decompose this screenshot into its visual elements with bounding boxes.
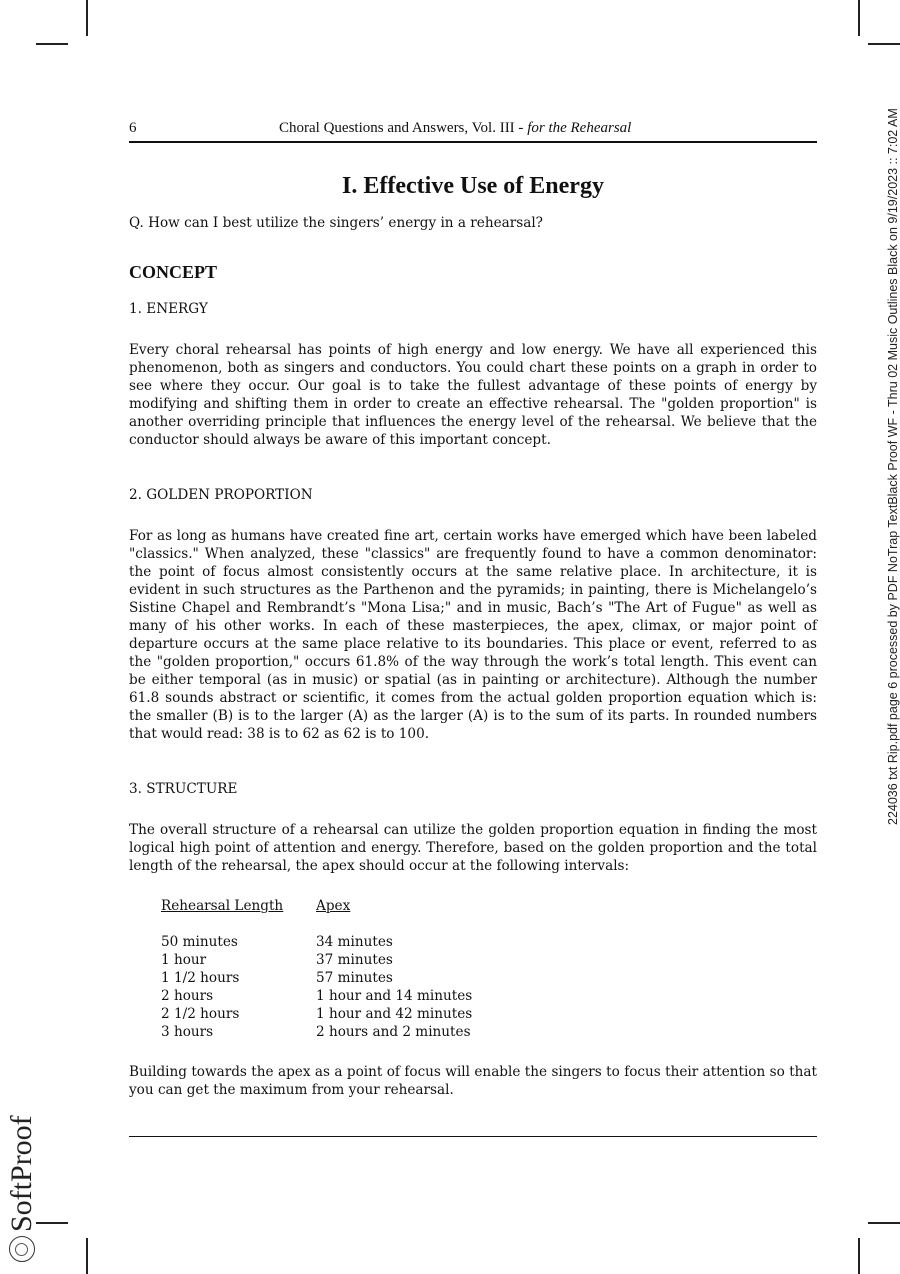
header-rehearsal-length-text: Rehearsal Length <box>161 898 284 914</box>
section-paragraph-golden-proportion: For as long as humans have created fine art, certain works have emerged which have been labeled "classics." When analyzed, these "classics" are frequently found to have a common denominator: the point of focus almost consistently occurs at the same relative place. In architecture, it is evident in such structures as the Parthenon and the pyramids; in painting, there is Michelangelo’s Sistine Chapel and Rembrandt’s "Mona Lisa;" and in music, Bach’s "The Art of Fugue" as well as many of his other works. In each of these masterpieces, the apex, climax, or major point of departure occurs at the same place relative to its boundaries. This place or event, referred to as the "golden proportion," occurs 61.8% of the way through the work’s total length. This event can be either temporal (as in music) or spatial (as in painting or architecture). Although the number 61.8 sounds abstract or scientific, it comes from the actual golden proportion equation which is: the smaller (B) is to the larger (A) as the larger (A) is to the sum of its parts. In rounded numbers that would read: 38 is to 62 as 62 is to 100. <box>129 528 817 742</box>
header-apex <box>316 897 350 915</box>
crop-mark-left-bottom <box>36 1222 68 1224</box>
crop-mark-top-right <box>858 0 860 36</box>
softproof-logo <box>5 1115 39 1262</box>
crop-mark-left-top <box>36 43 68 45</box>
seal-icon <box>9 1236 35 1262</box>
proof-slug-text: 224036 txt Rip.pdf page 6 processed by PDF NoTrap TextBlack Proof WF - Thru 02 Music Outlines Black on 9/19/2023 :: 7:02 AM <box>886 108 900 825</box>
apex-cell: 34 minutes <box>316 934 393 950</box>
section-paragraph-energy: Every choral rehearsal has points of high energy and low energy. We have all experienced this phenomenon, both as singers and conductors. You could chart these points on a graph in order to see where they occur. Our goal is to take the fullest advantage of these points of energy by modifying and shifting them in order to create an effective rehearsal. The "golden proportion" is another overriding principle that influences the energy level of the rehearsal. We believe that the conductor should always be aware of this important concept. <box>129 342 817 448</box>
crop-mark-bottom-right <box>858 1238 860 1274</box>
concept-heading: CONCEPT <box>129 262 218 282</box>
closing-paragraph: Building towards the apex as a point of focus will enable the singers to focus their attention so that you can get the maximum from your rehearsal. <box>129 1064 817 1098</box>
table-row <box>161 1005 817 1023</box>
table-row <box>161 951 817 969</box>
crop-mark-top-left <box>86 0 88 36</box>
section-paragraph-structure: The overall structure of a rehearsal can utilize the golden proportion equation in finding the most logical high point of attention and energy. Therefore, based on the golden proportion and the total length of the rehearsal, the apex should occur at the following intervals: <box>129 822 817 874</box>
rehearsal-length-cell: 1 1/2 hours <box>161 970 240 986</box>
rehearsal-length-cell: 2 1/2 hours <box>161 1006 240 1022</box>
rehearsal-length-cell: 3 hours <box>161 1024 214 1040</box>
running-head <box>129 120 817 143</box>
table-row <box>161 969 817 987</box>
apex-table-header <box>161 897 817 915</box>
apex-cell: 37 minutes <box>316 952 393 968</box>
page-content <box>129 120 817 1099</box>
rehearsal-length-cell: 50 minutes <box>161 934 238 950</box>
section-heading-energy: 1. ENERGY <box>129 301 208 317</box>
crop-mark-right-bottom <box>868 1222 900 1224</box>
table-row <box>161 933 817 951</box>
apex-cell: 1 hour and 42 minutes <box>316 1006 473 1022</box>
header-apex-text: Apex <box>316 898 351 914</box>
question-text: Q. How can I best utilize the singers’ energy in a rehearsal? <box>129 215 543 231</box>
running-head-title <box>279 120 817 137</box>
table-row <box>161 1023 817 1041</box>
header-rehearsal-length <box>161 897 316 915</box>
running-head-subtitle: for the Rehearsal <box>527 120 632 136</box>
apex-cell: 57 minutes <box>316 970 393 986</box>
rehearsal-length-cell: 1 hour <box>161 952 207 968</box>
section-heading-golden-proportion: 2. GOLDEN PROPORTION <box>129 487 313 503</box>
table-row <box>161 987 817 1005</box>
bottom-rule <box>129 1136 817 1137</box>
running-head-title-text: Choral Questions and Answers, Vol. III - <box>279 120 528 136</box>
section-heading-structure: 3. STRUCTURE <box>129 781 238 797</box>
apex-cell: 1 hour and 14 minutes <box>316 988 473 1004</box>
apex-cell: 2 hours and 2 minutes <box>316 1024 471 1040</box>
page-number: 6 <box>129 120 137 136</box>
apex-table <box>161 897 817 1041</box>
chapter-title: I. Effective Use of Energy <box>342 173 604 199</box>
rehearsal-length-cell: 2 hours <box>161 988 214 1004</box>
crop-mark-bottom-left <box>86 1238 88 1274</box>
softproof-label: SoftProof <box>5 1115 38 1232</box>
